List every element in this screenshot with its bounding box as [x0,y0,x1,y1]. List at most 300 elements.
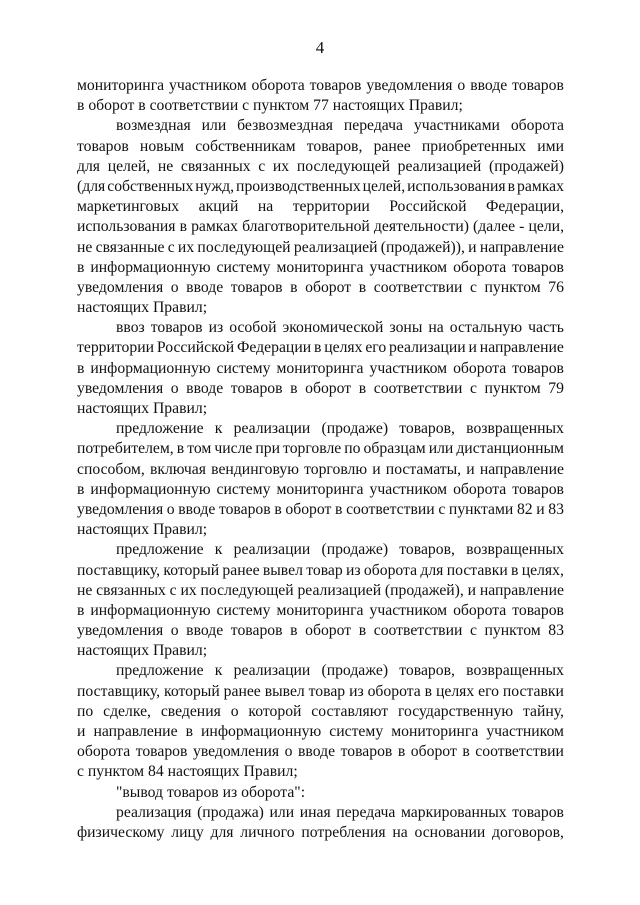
text-line [77,500,564,520]
text-word: в [290,379,298,397]
text-word: оборота [453,359,507,377]
text-word: нужд, [195,177,235,195]
text-word: целях [324,339,363,357]
text-word: вендинговую [211,460,299,478]
text-line [77,601,564,621]
text-word: связанные [95,238,165,256]
text-word: из [208,319,224,337]
text-word: на [392,823,408,841]
text-word: оборот [305,379,352,397]
text-word: включая [149,460,206,478]
text-word: вводе [186,622,224,640]
text-word: последующей [197,238,291,256]
text-word: оборот [285,500,332,518]
text-word: вводе [186,379,224,397]
text-word: систему [329,723,384,740]
text-word: тайну, [522,702,564,720]
text-word: и [372,460,381,478]
text-word: по [77,702,94,720]
text-word: систему [216,258,271,276]
text-line [77,238,564,258]
text-word: мониторинга [276,480,364,498]
text-word: оборота [251,77,305,94]
text-word: 83 [548,500,564,518]
text-word: (продажа) [197,803,264,821]
text-word: государственную [397,702,514,720]
text-word: направление [93,723,178,740]
text-line: "вывод товаров из оборота": [116,783,306,801]
text-word: (продажей), [384,581,464,599]
text-word: уведомления [366,77,453,94]
text-word: ими [537,137,564,155]
text-word: систему [216,601,271,619]
text-word: участником [369,359,448,377]
text-word: территории [292,198,370,216]
text-word: соответствии [346,500,435,518]
text-word: целях [435,682,475,700]
text-line [77,278,564,298]
text-word: товаров [230,379,283,397]
text-word: о [230,702,239,720]
text-word: (продаже) [321,541,389,559]
text-word: или [201,117,227,135]
text-word: особой [229,319,277,337]
text-word: участником [369,601,448,619]
text-word: в [358,379,367,397]
text-word: товаров, [399,662,455,680]
text-word: ввоз [116,319,145,337]
text-line [77,722,564,742]
text-word: уведомления [77,278,164,296]
text-word: соответствии [373,278,463,296]
text-word: в [77,601,85,619]
text-word: последующей [200,581,294,599]
text-word: оборота [453,601,507,619]
text-word: (для [77,177,106,195]
text-word: мониторинга [276,258,364,276]
text-word: (продаже) [321,420,389,438]
text-word: на [428,319,444,337]
text-word: или [428,440,454,458]
text-word: территории [77,339,155,357]
text-word: в [507,177,516,195]
text-line: настоящих Правил; [77,521,208,539]
text-word: оборота [77,743,131,761]
text-word: торговле [283,440,342,458]
text-word: для [77,157,101,175]
text-word: товаров, [306,137,363,155]
text-line [77,359,564,379]
text-word: систему [216,359,271,377]
text-word: информационную [201,723,322,740]
text-word: мониторинга [276,359,364,377]
text-word: информационную [90,480,211,498]
text-word: в [290,278,298,296]
text-word: том [187,440,212,458]
text-word: благотворительной [242,218,370,236]
text-word: направление [479,581,564,599]
text-line [77,540,564,560]
text-word: его [365,339,387,357]
text-line [77,803,564,823]
text-word: и [77,723,86,740]
text-word: иная [299,803,331,821]
text-word: сведения [160,702,221,720]
text-line [77,157,564,177]
text-line [77,661,564,681]
text-word: приобретенных [421,137,527,155]
text-word: сделке, [103,702,151,720]
text-word: товаров [512,480,564,498]
text-word: товаров [512,803,564,821]
text-word: часть [528,319,564,337]
text-line: настоящих Правил; [77,299,208,317]
text-word: 79 [548,379,564,397]
text-word: или [269,803,295,821]
text-word: собственных [107,177,194,195]
text-word: связанных [180,157,251,175]
text-word: (продажей) [488,157,564,175]
text-word: оборот [305,278,352,296]
text-word: реализации [233,420,311,438]
text-word: с [167,238,175,256]
text-word: из [349,682,364,700]
text-word: ранее [223,682,261,700]
text-word: товаров [512,258,564,276]
text-line [77,460,564,480]
text-word: и [468,339,477,357]
text-word: информационную [90,258,211,276]
text-word: пунктами [448,500,514,518]
text-word: оборота [453,258,507,276]
text-word: их [180,581,197,599]
text-word: из [346,561,361,579]
text-word: и [468,238,477,256]
text-word: основании [414,823,486,841]
text-word: информационную [90,359,211,377]
text-line [77,439,564,459]
text-word: рамках [517,177,564,195]
text-word: маркированных [400,803,507,821]
text-word: при [255,440,281,458]
text-word: реализацией [397,157,482,175]
text-word: товаров [230,622,283,640]
text-word: возвращенных [466,541,564,559]
text-word: числе [214,440,253,458]
text-line [77,318,564,338]
text-word: с [469,278,477,296]
text-word: передача [343,117,403,135]
text-word: вывел [264,682,305,700]
text-word: мониторинга [77,77,165,94]
text-word: (продаже) [321,662,389,680]
text-word: направление [479,238,564,256]
text-word: постаматы, [385,460,462,478]
text-word: с [469,379,477,397]
text-word: вводе [470,77,508,94]
text-word: уведомления [77,500,164,518]
text-word: их [272,157,290,175]
text-word: не [157,157,174,175]
text-word: экономической [282,319,384,337]
text-word: не [77,238,93,256]
text-word: направление [479,460,564,478]
text-word: о [170,379,179,397]
text-word: поставки [502,682,564,700]
text-word: остальную [449,319,523,337]
text-word: оборота [453,480,507,498]
text-word: к [214,662,223,680]
text-word: к [214,420,223,438]
text-word: в [185,723,193,740]
text-word: предложение [116,420,204,438]
text-line: в оборот в соответствии с пунктом 77 настоящих Правил; [77,97,463,115]
text-word: в [335,500,343,518]
text-word: маркетинговых [77,198,180,216]
text-word: личного [240,823,295,841]
text-word: использования [407,177,506,195]
text-word: целей, [107,157,151,175]
text-line [77,581,564,601]
text-line [77,379,564,399]
text-word: вводе [298,743,336,761]
text-word: информационную [90,601,211,619]
text-line [77,76,564,96]
text-word: в [358,278,367,296]
text-word: передача [336,803,396,821]
text-word: акций [198,198,239,216]
text-word: поставщику, [77,682,161,700]
text-word: участниками [413,117,500,135]
text-word: с [438,500,446,518]
text-word: не [77,581,93,599]
text-word: в [424,682,433,700]
text-word: использования [77,218,176,236]
text-line [77,177,564,197]
text-word: поставщику, [77,561,161,579]
text-word: пунктом [484,379,541,397]
text-line [77,258,564,278]
text-word: Федерации, [485,198,564,216]
text-word: уведомления [77,622,164,640]
text-word: в [179,218,187,236]
text-word: ранее [373,137,411,155]
text-word: товаров [512,77,564,94]
text-line [77,561,564,581]
text-word: товаров [77,137,129,155]
text-word: безвозмездная [237,117,333,135]
text-word: вывел [262,561,303,579]
text-word: возвращенных [466,420,564,438]
text-word: дистанционным [456,440,564,458]
text-word: реализации [233,662,311,680]
text-line [77,621,564,641]
text-word: Российской [156,339,235,357]
text-word: в [176,440,185,458]
text-word: которой [248,702,302,720]
text-word: мониторинга [276,601,364,619]
text-word: 83 [548,622,564,640]
text-word: участником [369,480,448,498]
text-word: его [478,682,499,700]
text-word: в [313,339,322,357]
text-word: в [511,561,519,579]
text-word: связанных [96,581,166,599]
text-line [77,480,564,500]
text-word: производственных [236,177,361,195]
text-line [77,116,564,136]
text-word: который [164,682,220,700]
body-text [77,76,564,843]
text-line [77,419,564,439]
text-word: возмездная [116,117,191,135]
text-word: рамках [191,218,239,236]
text-word: Российской [389,198,467,216]
text-line [77,823,564,843]
text-line [77,742,564,762]
text-word: образцам [363,440,426,458]
text-word: в [290,622,298,640]
text-word: оборота [363,561,418,579]
text-word: составляют [311,702,389,720]
text-line [77,137,564,157]
text-word: и [466,460,475,478]
text-word: участником [486,723,564,740]
text-word: уведомления [77,379,164,397]
text-word: в [77,480,85,498]
text-word: поставки [446,561,508,579]
text-word: деятельности) [373,218,469,236]
text-word: мониторинга [391,723,479,740]
text-word: возвращенных [466,662,564,680]
text-line [77,702,564,722]
text-word: пунктом [484,278,541,296]
text-word: для [420,561,444,579]
text-word: товаров [218,500,271,518]
text-line: настоящих Правил; [77,400,208,417]
text-word: о [457,77,466,94]
text-word: товаров [340,743,393,761]
text-word: реализации [389,339,466,357]
text-word: собственникам [195,137,296,155]
text-word: 76 [548,278,564,296]
text-word: товаров [512,359,564,377]
text-word: к [214,541,223,559]
text-word: и [467,581,477,599]
text-word: оборота [367,682,421,700]
text-word: лицу [171,823,204,841]
text-line [77,338,564,358]
text-word: вводе [178,500,216,518]
text-word: с [469,622,477,640]
text-word: о [170,622,179,640]
text-word: оборот [305,622,352,640]
text-word: предложение [116,541,204,559]
text-word: товаров, [399,541,455,559]
text-word: уведомления [192,743,280,761]
text-word: 82 [516,500,533,518]
text-word: (далее [473,218,516,236]
text-word: соответствии [373,379,463,397]
text-word: реализацией [297,581,382,599]
text-word: на [257,198,274,216]
text-word: физическому [77,823,165,841]
text-word: предложение [116,662,204,680]
text-word: в [77,359,85,377]
text-word: в [462,743,470,761]
text-word: вводе [186,278,224,296]
text-word: зоны [389,319,423,337]
text-word: товаров [309,77,362,94]
text-word: о [284,743,293,761]
text-word: с [169,581,177,599]
text-word: товар [308,682,346,700]
text-word: для [210,823,234,841]
text-word: реализацией [293,238,378,256]
text-word: новым [139,137,185,155]
text-line [77,197,564,217]
text-word: последующей [296,157,390,175]
text-word: соответствии [475,743,564,761]
text-word: оборот [410,743,457,761]
text-word: целях, [521,561,564,579]
text-word: систему [216,480,271,498]
text-word: реализация [116,803,192,821]
text-line: с пунктом 84 настоящих Правил; [77,763,298,781]
text-word: потребителем, [77,440,174,458]
text-word: реализации [233,541,311,559]
text-line [77,217,564,237]
text-word: направление [479,339,564,357]
text-word: их [177,238,195,256]
text-line [77,682,564,702]
text-word: по [344,440,361,458]
text-word: - [519,218,525,236]
text-word: в [358,622,367,640]
text-word: товаров [230,278,283,296]
text-word: в [77,258,85,276]
text-word: который [163,561,220,579]
text-word: о [166,500,175,518]
page-number: 4 [315,38,325,57]
text-word: цели, [528,218,564,236]
text-word: товаров [150,319,203,337]
text-word: (продажей)), [380,238,465,256]
text-word: целей, [362,177,406,195]
text-word: оборота [510,117,564,135]
text-word: товаров, [399,420,455,438]
text-word: соответствии [373,622,463,640]
text-word: в [274,500,282,518]
text-word: и [536,500,545,518]
text-word: торговлю [304,460,368,478]
text-word: товаров [512,601,564,619]
text-word: Федерации [237,339,312,357]
text-word: товар [306,561,343,579]
text-word: в [397,743,406,761]
text-word: потребления [301,823,386,841]
text-word: способом, [77,460,145,478]
text-word: товаров [135,743,188,761]
text-word: участником [169,77,247,94]
text-word: с [258,157,266,175]
text-word: участником [369,258,448,276]
text-word: ранее [222,561,260,579]
text-word: пунктом [484,622,541,640]
text-line: настоящих Правил; [77,642,208,660]
text-word: о [170,278,179,296]
text-word: договоров, [492,823,564,841]
